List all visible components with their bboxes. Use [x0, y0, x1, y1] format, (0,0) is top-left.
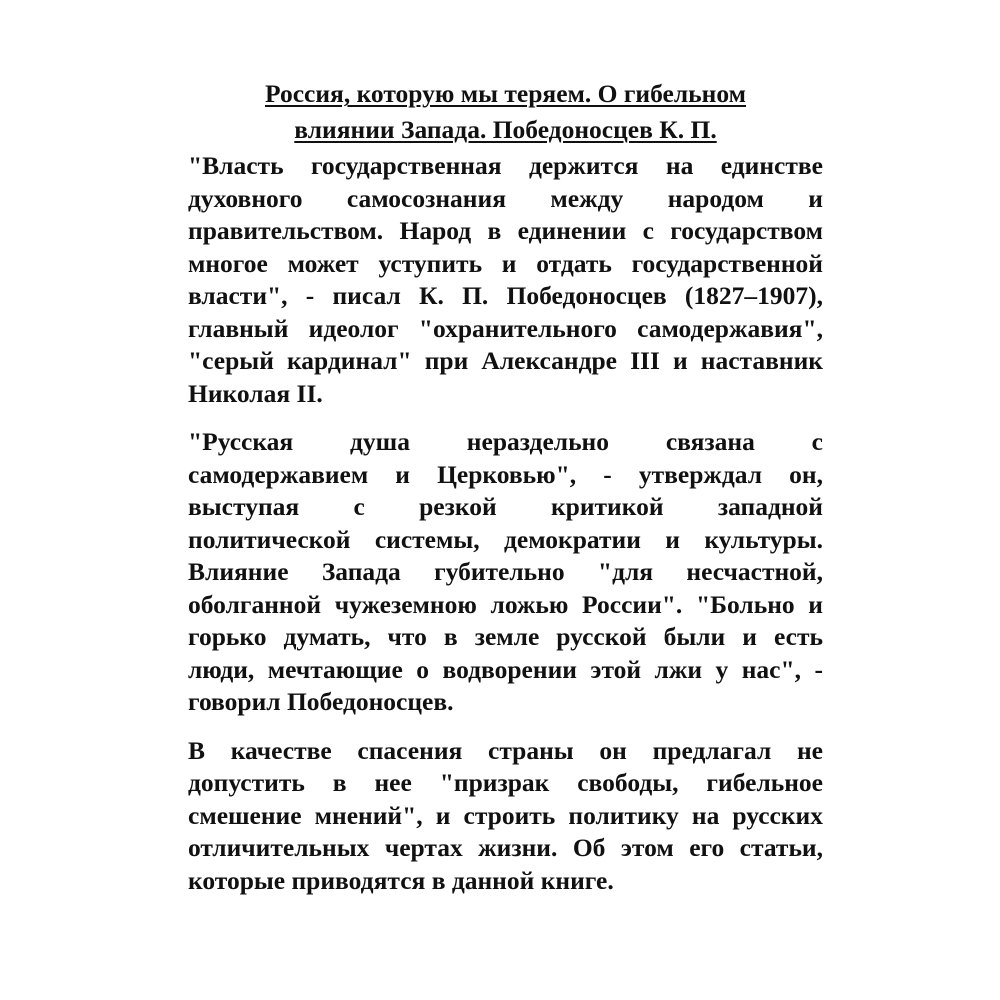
text-line: Николая II.: [188, 378, 323, 408]
text-line: главный идеолог "охранительного самодержавия",: [188, 313, 823, 343]
text-line: допустить в нее "призрак свободы, гибельное: [188, 768, 823, 797]
paragraph-3: [188, 735, 823, 898]
text-line: люди, мечтающие о водворении этой лжи у нас", -: [188, 654, 823, 684]
page-title: [188, 76, 823, 148]
text-line: "Власть государственная держится на единстве: [188, 151, 823, 180]
text-line: оболганной чужеземною ложью России". "Больно и: [188, 589, 823, 619]
title-line: влиянии Запада. Победоносцев К. П.: [294, 115, 717, 144]
book-description-page: [188, 76, 823, 913]
text-line: власти", - писал К. П. Победоносцев (1827–1907),: [188, 281, 823, 310]
paragraph-1: [188, 150, 823, 410]
text-line: смешение мнений", и строить политику на русских: [188, 800, 823, 830]
text-line: горько думать, что в земле русской были и есть: [188, 622, 823, 651]
text-line: "серый кардинал" при Александре III и наставник: [188, 346, 823, 375]
text-line: "Русская душа нераздельно связана с: [188, 427, 823, 456]
text-line: политической системы, демократии и культуры.: [188, 524, 823, 554]
text-line: отличительных чертах жизни. Об этом его статьи,: [188, 833, 823, 862]
title-line: Россия, которую мы теряем. О гибельном: [265, 79, 746, 108]
text-line: которые приводятся в данной книге.: [188, 865, 614, 895]
text-line: самодержавием и Церковью", - утверждал он,: [188, 459, 823, 489]
text-line: Влияние Запада губительно "для несчастной,: [188, 557, 823, 586]
text-line: правительством. Народ в единении с государством: [188, 216, 823, 245]
text-line: говорил Победоносцев.: [188, 687, 454, 716]
text-line: выступая с резкой критикой западной: [188, 492, 823, 521]
text-line: многое может уступить и отдать государственной: [188, 248, 823, 278]
paragraph-2: [188, 426, 823, 719]
text-line: В качестве спасения страны он предлагал не: [188, 735, 823, 765]
text-line: духовного самосознания между народом и: [188, 183, 823, 213]
